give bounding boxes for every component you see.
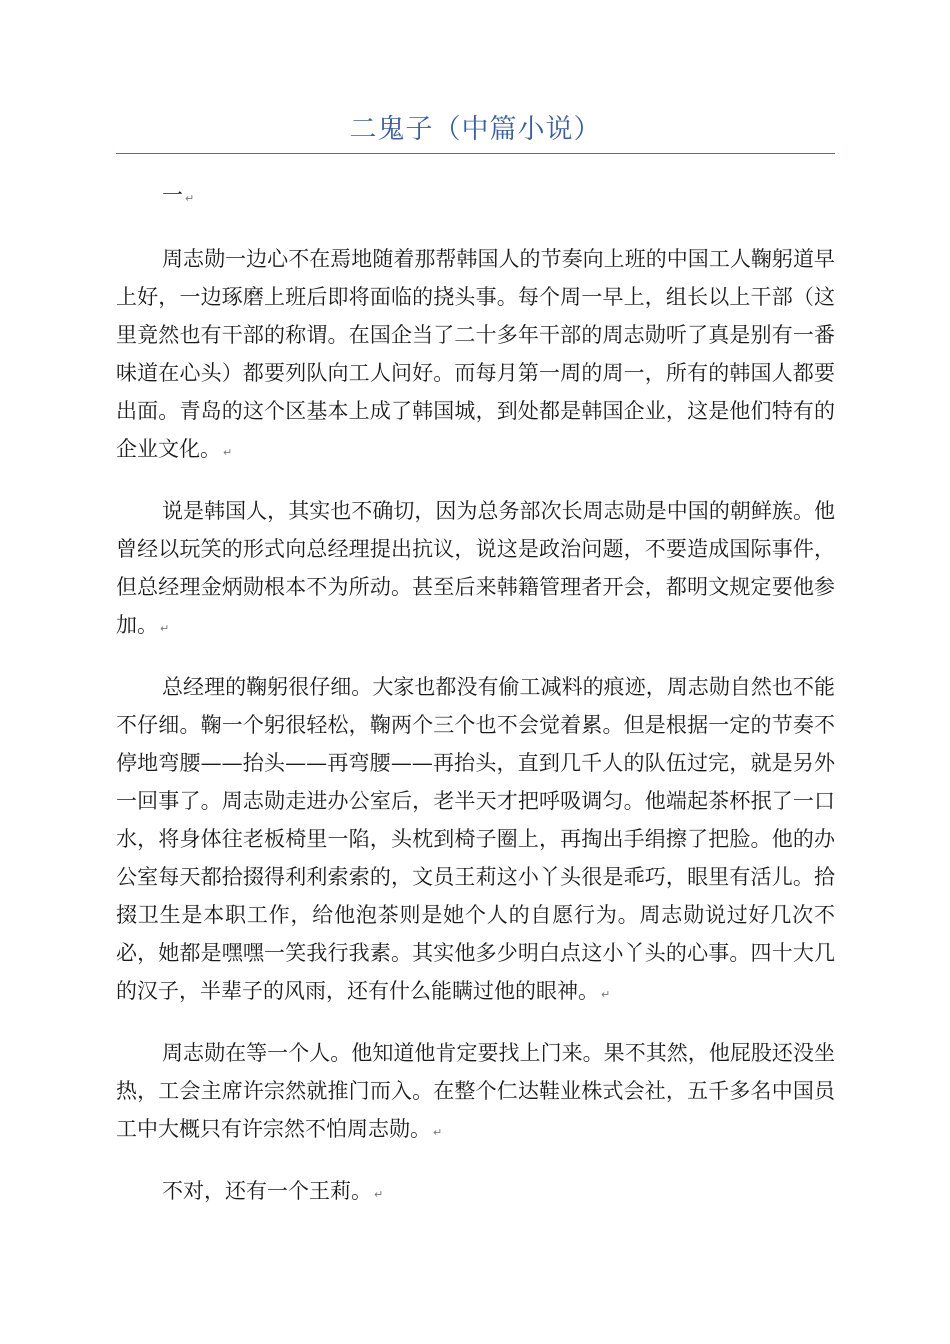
document-title: 二鬼子（中篇小说） bbox=[349, 114, 602, 145]
document-body bbox=[116, 176, 835, 1234]
body-paragraph bbox=[116, 492, 835, 648]
paragraph-mark-icon: ↵ bbox=[433, 1126, 443, 1139]
paragraph-mark-icon: ↵ bbox=[374, 1188, 384, 1201]
paragraph-text: 不对，还有一个王莉。 bbox=[162, 1179, 372, 1203]
body-paragraph bbox=[116, 240, 835, 472]
paragraph-text: 周志勋在等一个人。他知道他肯定要找上门来。果不其然，他屁股还没坐热，工会主席许宗然就推门而入。在整个仁达鞋业株式会社，五千多名中国员工中大概只有许宗然不怕周志勋。 bbox=[116, 1041, 835, 1141]
body-paragraph bbox=[116, 1172, 835, 1214]
title-underline bbox=[116, 153, 835, 154]
chapter-number: 一 bbox=[162, 183, 183, 207]
paragraph-mark-icon: ↵ bbox=[223, 446, 233, 459]
paragraph-text: 说是韩国人，其实也不确切，因为总务部次长周志勋是中国的朝鲜族。他曾经以玩笑的形式向总经理提出抗议，说这是政治问题，不要造成国际事件，但总经理金炳勋根本不为所动。甚至后来韩籍管理者开会，都明文规定要他参加。 bbox=[116, 499, 835, 637]
body-paragraph bbox=[116, 1034, 835, 1152]
paragraph-text: 总经理的鞠躬很仔细。大家也都没有偷工减料的痕迹，周志勋自然也不能不仔细。鞠一个躬很轻松，鞠两个三个也不会觉着累。但是根据一定的节奏不停地弯腰——抬头——再弯腰——再抬头，直到几千人的队伍过完，就是另外一回事了。周志勋走进办公室后，老半天才把呼吸调匀。他端起茶杯抿了一口水，将身体往老板椅里一陷，头枕到椅子圈上，再掏出手绢擦了把脸。他的办公室每天都拾掇得利利索索的，文员王莉这小丫头很是乖巧，眼里有活儿。拾掇卫生是本职工作，给他泡茶则是她个人的自愿行为。周志勋说过好几次不必，她都是嘿嘿一笑我行我素。其实他多少明白点这小丫头的心事。四十大几的汉子，半辈子的风雨，还有什么能瞒过他的眼神。 bbox=[116, 675, 835, 1003]
body-paragraph bbox=[116, 668, 835, 1014]
paragraph-mark-icon: ↵ bbox=[185, 192, 195, 205]
paragraph-text: 周志勋一边心不在焉地随着那帮韩国人的节奏向上班的中国工人鞠躬道早上好，一边琢磨上班后即将面临的挠头事。每个周一早上，组长以上干部（这里竟然也有干部的称谓。在国企当了二十多年干部的周志勋听了真是别有一番味道在心头）都要列队向工人问好。而每月第一周的周一，所有的韩国人都要出面。青岛的这个区基本上成了韩国城，到处都是韩国企业，这是他们特有的企业文化。 bbox=[116, 247, 835, 461]
paragraph-mark-icon: ↵ bbox=[601, 988, 611, 1001]
chapter-number-paragraph bbox=[116, 176, 835, 218]
paragraph-mark-icon: ↵ bbox=[160, 622, 170, 635]
